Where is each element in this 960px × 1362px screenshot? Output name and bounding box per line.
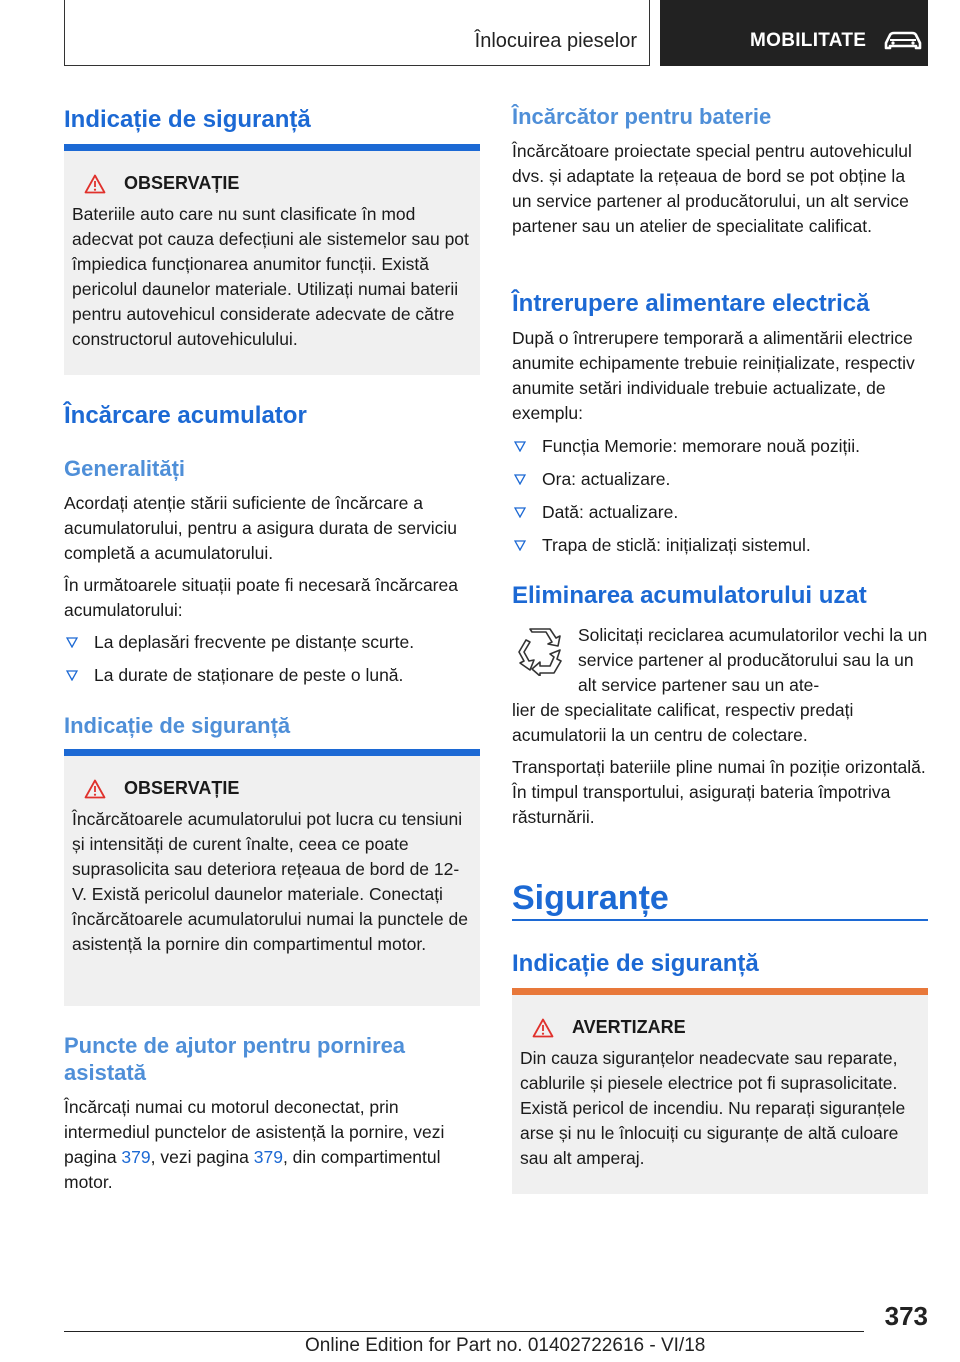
fuses-rule [512,919,928,921]
page-number: 373 [884,1301,928,1331]
chapter-tab [660,0,928,66]
power-text: După o întrerupere temporară a alimentării electrice anumite echipamente trebuie reinițializate, respectiv anumite setări individuale trebuie actualizate, de exemplu: [512,328,915,423]
heading-bar [64,749,480,756]
warning-title: AVERTIZARE [520,1017,920,1038]
jump-start-heading: Puncte de ajutor pentru pornirea asistată [64,1033,406,1085]
situations-text: În următoarele situații poate fi necesară încărcarea acumulatorului: [64,575,458,620]
notice-text: Bateriile auto care nu sunt clasificate în mod adecvat pot cauza defecțiuni ale sistemelor sau pot împiedica funcționarea anumitor funcții. Există pericolul daunelor materiale. Utilizați numai baterii pentru autovehicul considerate adecvate de către constructorul autovehiculului. [72,204,469,349]
disposal-text: lier de specialitate calificat, respectiv predați acumulatorii la un centru de colectare. [512,700,854,745]
warning-triangle-icon [532,1018,554,1038]
notice-box-2 [64,756,480,1006]
chapter-title: MOBILITATE [750,30,867,51]
fuses-safety-heading: Indicație de siguranță [512,950,759,977]
warning-bar [512,988,928,995]
notice-title: OBSERVAȚIE [72,778,472,799]
section-title: Înlocuirea pieselor [474,30,637,52]
disposal-heading: Eliminarea acumulatorului uzat [512,582,867,609]
footer-rule [64,1331,864,1332]
bullet-triangle-icon [514,506,526,518]
bullet-triangle-icon [514,539,526,551]
edition-footer: Online Edition for Part no. 01402722616 - VI/18 [305,1335,706,1356]
charger-text: Încărcătoare proiectate special pentru autovehiculul dvs. și adaptate la rețeaua de bord se pot obține la un service partener al producătorului, un alt service partener sau un atelier de specialitate calificat. [512,141,912,236]
safety-heading-2: Indicație de siguranță [64,713,291,738]
situations-list [64,630,480,696]
car-icon [882,29,924,51]
page-link-379[interactable]: 379 [121,1147,151,1167]
fuses-heading: Siguranțe [512,879,669,917]
charger-heading: Încărcător pentru baterie [512,104,772,129]
charging-heading: Încărcare acumulator [64,402,307,429]
page-header [64,0,928,66]
list-item: Dată: actualizare. [512,500,928,525]
notice-text: Încărcătoarele acumulatorului pot lucra cu tensiuni și intensități de curent înalte, ceea ce poate suprasolicita sau deteriora rețeaua de bord de 12-V. Există pericolul daunelor materiale. Conectați încărcătoarele acumulatorului numai la punctele de asistență la pornire din compartimentul motor. [72,809,468,954]
list-item: La durate de staționare de peste o lună. [64,663,480,688]
general-text: Acordați atenție stării suficiente de încărcare a acumulatorului, pentru a asigura durata de serviciu completă a acumulatorului. [64,493,457,563]
bullet-triangle-icon [66,669,78,681]
transport-text: Transportați bateriile pline numai în poziție orizontală. În timpul transportului, asigurați bateria împotriva răsturnării. [512,757,926,827]
notice-box-1 [64,151,480,375]
notice-title: OBSERVAȚIE [72,173,472,194]
power-list [512,434,928,566]
warning-triangle-icon [84,174,106,194]
general-heading: Generalități [64,456,186,481]
list-item: Ora: actualizare. [512,467,928,492]
warning-triangle-icon [84,779,106,799]
list-item: Funcția Memorie: memorare nouă poziții. [512,434,928,459]
bullet-triangle-icon [66,636,78,648]
list-item: Trapa de sticlă: inițializați sistemul. [512,533,928,558]
recycle-icon [514,626,564,676]
warning-text: Din cauza siguranțelor neadecvate sau reparate, cablurile și piesele electrice pot fi suprasolicitate. Există pericol de incendiu. Nu reparați siguranțele arse și nu le înlocuiți cu siguranțe de altă culoare sau alt amperaj. [520,1048,906,1168]
page-link-379[interactable]: 379 [253,1147,283,1167]
disposal-text-indented: Solicitați reciclarea acumulatorilor vechi la un service partener al producătorului sau la un alt service partener sau un ate- [578,625,928,695]
bullet-triangle-icon [514,473,526,485]
bullet-triangle-icon [514,440,526,452]
list-item: La deplasări frecvente pe distanțe scurte. [64,630,480,655]
section-tab [64,0,650,66]
safety-heading-1: Indicație de siguranță [64,106,311,133]
warning-box [512,995,928,1194]
power-heading: Întrerupere alimentare electrică [512,290,870,317]
jump-start-text: Încărcați numai cu motorul deconectat, prin intermediul punctelor de asistență la pornire, vezi pagina 379, vezi pagina 379, din compartimentul motor. [64,1097,445,1192]
heading-bar [64,144,480,151]
